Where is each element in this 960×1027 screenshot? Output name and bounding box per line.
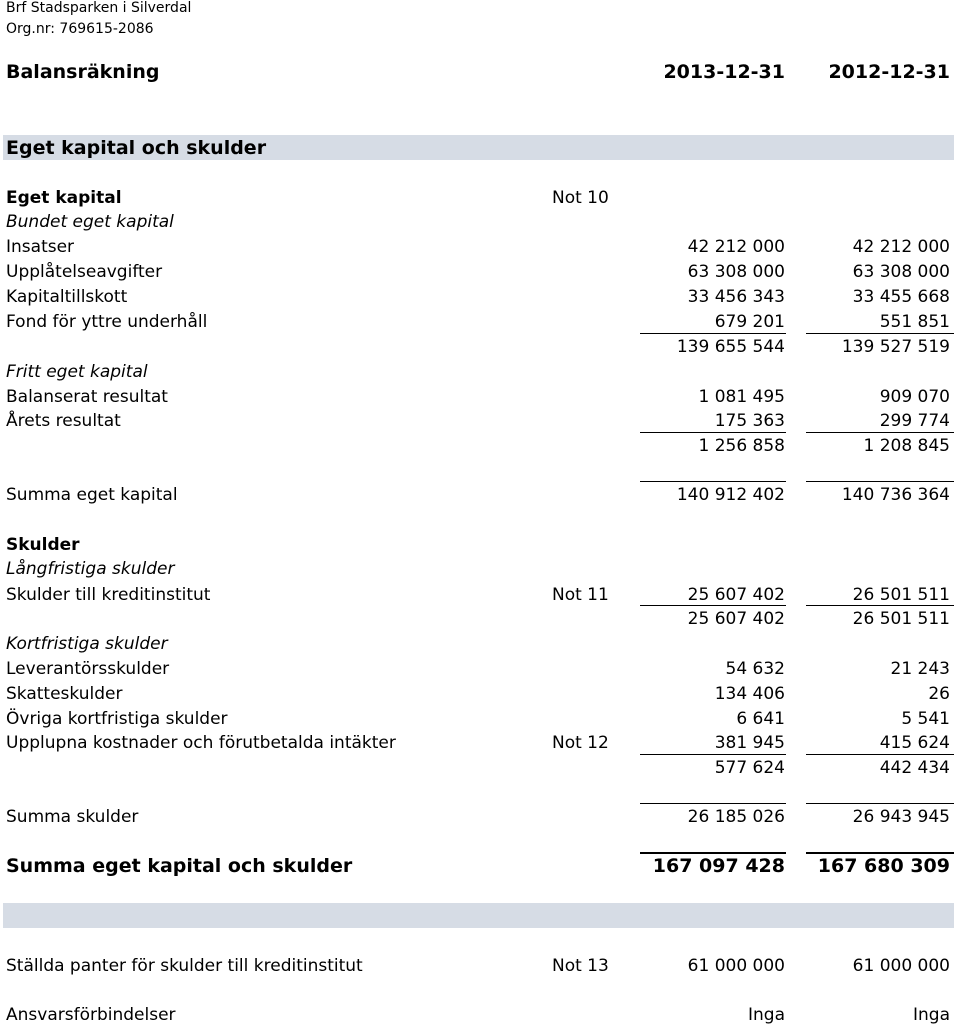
value-2013: 381 945 bbox=[714, 733, 785, 753]
value-2013: 167 097 428 bbox=[652, 855, 785, 877]
subtotal-2012: 26 501 511 bbox=[852, 609, 950, 629]
separator-band bbox=[3, 903, 954, 928]
table-row bbox=[0, 285, 960, 309]
row-label: Fond för yttre underhåll bbox=[6, 312, 208, 332]
value-2012: 33 455 668 bbox=[852, 287, 950, 307]
subtotal-line bbox=[806, 605, 954, 606]
row-label: Kapitaltillskott bbox=[6, 287, 128, 307]
value-2013: 25 607 402 bbox=[687, 585, 785, 605]
value-2013: 33 456 343 bbox=[687, 287, 785, 307]
row-label: Övriga kortfristiga skulder bbox=[6, 709, 228, 729]
value-2012: Inga bbox=[913, 1005, 950, 1025]
subtotal-row bbox=[0, 756, 960, 780]
total-line bbox=[640, 803, 786, 804]
row-label: Skulder till kreditinstitut bbox=[6, 585, 211, 605]
value-2013: 42 212 000 bbox=[687, 237, 785, 257]
subtotal-line bbox=[640, 754, 786, 755]
note-reference: Not 12 bbox=[552, 733, 609, 753]
value-2012: 167 680 309 bbox=[817, 855, 950, 877]
section-heading-row bbox=[0, 136, 960, 160]
subtotal-row bbox=[0, 434, 960, 458]
ansvarsforbindelser-row bbox=[0, 1003, 960, 1027]
value-2013: 134 406 bbox=[714, 684, 785, 704]
row-label: Leverantörsskulder bbox=[6, 659, 170, 679]
note-reference: Not 10 bbox=[552, 188, 609, 208]
column-header-2013: 2013-12-31 bbox=[663, 61, 785, 83]
subtotal-2012: 1 208 845 bbox=[863, 436, 950, 456]
value-2013: 26 185 026 bbox=[687, 807, 785, 827]
table-row bbox=[0, 657, 960, 681]
value-2012: 909 070 bbox=[879, 387, 950, 407]
row-label: Upplåtelseavgifter bbox=[6, 262, 163, 282]
table-row bbox=[0, 409, 960, 433]
value-2013: 6 641 bbox=[736, 709, 785, 729]
eget-kapital-heading: Eget kapital bbox=[6, 188, 122, 208]
fritt-eget-kapital-heading: Fritt eget kapital bbox=[6, 362, 148, 382]
table-row bbox=[0, 310, 960, 334]
subtotal-line bbox=[640, 432, 786, 433]
row-label: Årets resultat bbox=[6, 411, 121, 431]
row-label: Ställda panter för skulder till kreditinstitut bbox=[6, 956, 363, 976]
value-2012: 42 212 000 bbox=[852, 237, 950, 257]
eget-kapital-heading-row bbox=[0, 186, 960, 210]
table-row bbox=[0, 385, 960, 409]
row-label: Skatteskulder bbox=[6, 684, 123, 704]
value-2012: 551 851 bbox=[879, 312, 950, 332]
subtotal-2013: 1 256 858 bbox=[698, 436, 785, 456]
subtotal-line bbox=[806, 432, 954, 433]
title-row bbox=[0, 60, 960, 84]
organization-name: Brf Stadsparken i Silverdal bbox=[6, 0, 192, 16]
row-label: Insatser bbox=[6, 237, 75, 257]
skulder-heading-row bbox=[0, 533, 960, 557]
value-2013: 175 363 bbox=[714, 411, 785, 431]
value-2013: 1 081 495 bbox=[698, 387, 785, 407]
subheading-row bbox=[0, 557, 960, 581]
subheading-row bbox=[0, 632, 960, 656]
subtotal-row bbox=[0, 607, 960, 631]
subheading-row bbox=[0, 210, 960, 234]
subtotal-2012: 139 527 519 bbox=[841, 337, 950, 357]
value-2013: 61 000 000 bbox=[687, 956, 785, 976]
page-title: Balansräkning bbox=[6, 61, 160, 83]
subtotal-line bbox=[640, 605, 786, 606]
value-2012: 63 308 000 bbox=[852, 262, 950, 282]
value-2013: 679 201 bbox=[714, 312, 785, 332]
note-reference: Not 13 bbox=[552, 956, 609, 976]
subtotal-line bbox=[806, 754, 954, 755]
table-row bbox=[0, 731, 960, 755]
subtotal-2013: 577 624 bbox=[714, 758, 785, 778]
subheading-row bbox=[0, 360, 960, 384]
table-row bbox=[0, 682, 960, 706]
value-2012: 26 bbox=[928, 684, 950, 704]
section-heading: Eget kapital och skulder bbox=[6, 137, 267, 159]
total-line bbox=[806, 803, 954, 804]
value-2012: 26 943 945 bbox=[852, 807, 950, 827]
table-row bbox=[0, 707, 960, 731]
value-2012: 415 624 bbox=[879, 733, 950, 753]
subtotal-line bbox=[806, 333, 954, 334]
value-2013: 54 632 bbox=[725, 659, 785, 679]
note-reference: Not 11 bbox=[552, 585, 609, 605]
value-2012: 21 243 bbox=[890, 659, 950, 679]
row-label: Summa eget kapital bbox=[6, 485, 178, 505]
subtotal-line bbox=[640, 333, 786, 334]
value-2012: 26 501 511 bbox=[852, 585, 950, 605]
row-label: Upplupna kostnader och förutbetalda intäkter bbox=[6, 733, 396, 753]
grand-total-row bbox=[0, 854, 960, 878]
row-label: Summa eget kapital och skulder bbox=[6, 855, 353, 877]
value-2013: Inga bbox=[748, 1005, 785, 1025]
subtotal-row bbox=[0, 335, 960, 359]
value-2013: 140 912 402 bbox=[676, 485, 785, 505]
kortfristiga-skulder-heading: Kortfristiga skulder bbox=[6, 634, 168, 654]
table-row bbox=[0, 583, 960, 607]
bundet-eget-kapital-heading: Bundet eget kapital bbox=[6, 212, 174, 232]
value-2012: 5 541 bbox=[901, 709, 950, 729]
subtotal-2013: 139 655 544 bbox=[676, 337, 785, 357]
column-header-2012: 2012-12-31 bbox=[828, 61, 950, 83]
skulder-heading: Skulder bbox=[6, 535, 80, 555]
subtotal-2012: 442 434 bbox=[879, 758, 950, 778]
row-label: Ansvarsförbindelser bbox=[6, 1005, 176, 1025]
row-label: Summa skulder bbox=[6, 807, 139, 827]
value-2012: 299 774 bbox=[879, 411, 950, 431]
table-row bbox=[0, 235, 960, 259]
value-2012: 140 736 364 bbox=[841, 485, 950, 505]
row-label: Balanserat resultat bbox=[6, 387, 168, 407]
value-2012: 61 000 000 bbox=[852, 956, 950, 976]
total-line bbox=[806, 481, 954, 482]
total-line bbox=[640, 481, 786, 482]
summa-skulder-row bbox=[0, 805, 960, 829]
table-row bbox=[0, 260, 960, 284]
summa-eget-kapital-row bbox=[0, 483, 960, 507]
subtotal-2013: 25 607 402 bbox=[687, 609, 785, 629]
stallda-panter-row bbox=[0, 954, 960, 978]
langfristiga-skulder-heading: Långfristiga skulder bbox=[6, 559, 175, 579]
value-2013: 63 308 000 bbox=[687, 262, 785, 282]
organization-number: Org.nr: 769615-2086 bbox=[6, 21, 154, 37]
